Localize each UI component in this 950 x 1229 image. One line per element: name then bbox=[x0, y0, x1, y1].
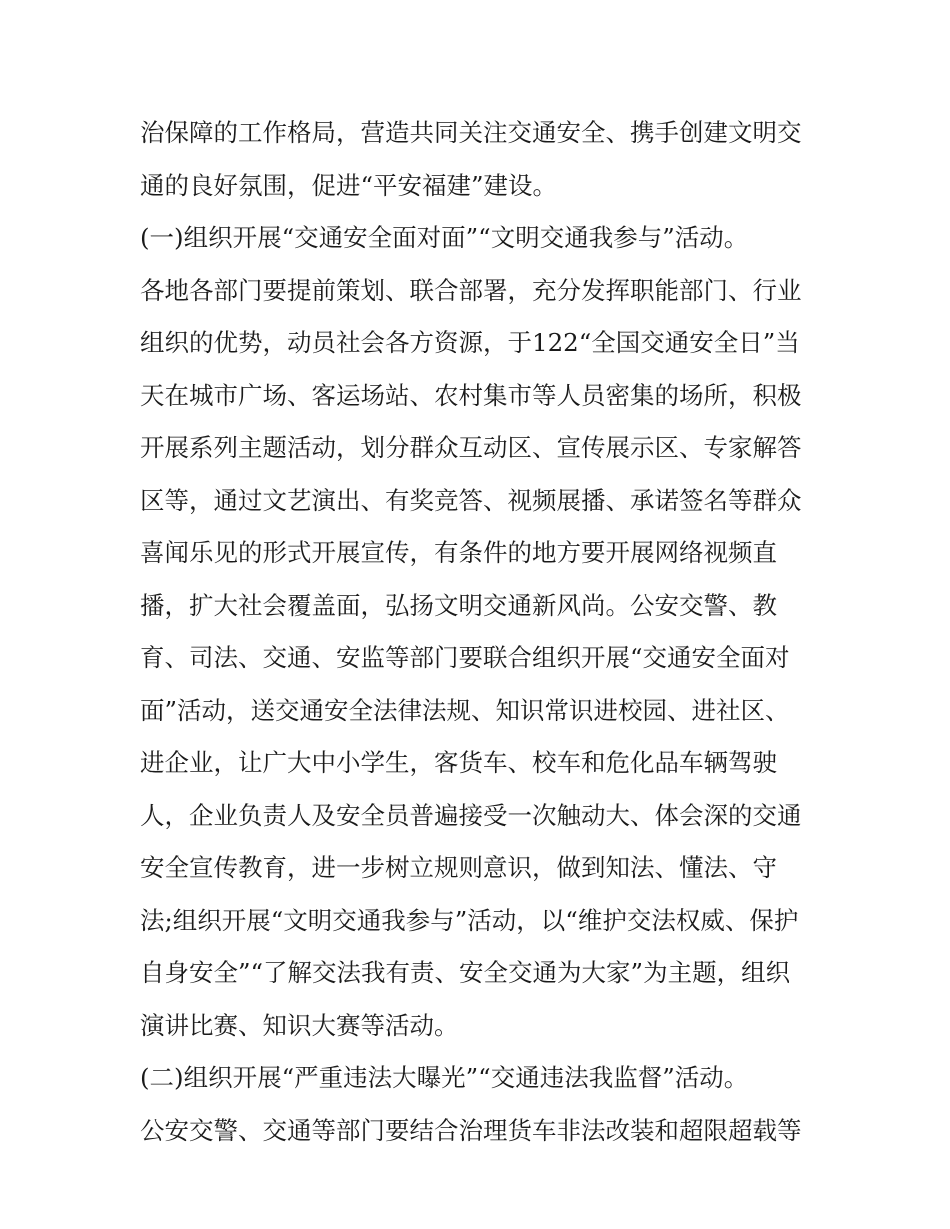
text-line: 开展系列主题活动，划分群众互动区、宣传展示区、专家解答 bbox=[140, 433, 802, 462]
text-line: 演讲比赛、知识大赛等活动。 bbox=[140, 1010, 459, 1040]
section-heading: (二)组织开展“严重违法大曝光”“交通违法我监督”活动。 bbox=[140, 1063, 749, 1092]
text-line: 组织的优势，动员社会各方资源，于122“全国交通安全日”当 bbox=[140, 328, 800, 357]
text-line: 育、司法、交通、安监等部门要联合组织开展“交通安全面对 bbox=[140, 643, 790, 672]
text-line: 天在城市广场、客运场站、农村集市等人员密集的场所，积极 bbox=[140, 380, 802, 410]
text-line: 治保障的工作格局，营造共同关注交通安全、携手创建文明交 bbox=[140, 118, 802, 147]
text-line: 通的良好氛围，促进“平安福建”建设。 bbox=[140, 170, 558, 200]
text-line: 安全宣传教育，进一步树立规则意识，做到知法、懂法、守 bbox=[140, 853, 777, 882]
text-line: 法;组织开展“文明交通我参与”活动，以“维护交法权威、保护 bbox=[140, 905, 799, 935]
text-line: 区等，通过文艺演出、有奖竞答、视频展播、承诺签名等群众 bbox=[140, 485, 802, 515]
text-line: 人，企业负责人及安全员普遍接受一次触动大、体会深的交通 bbox=[140, 800, 802, 830]
text-line: 自身安全”“了解交法我有责、安全交通为大家”为主题，组织 bbox=[140, 958, 791, 987]
text-line: 面”活动，送交通安全法律法规、知识常识进校园、进社区、 bbox=[140, 695, 790, 725]
text-line: 各地各部门要提前策划、联合部署，充分发挥职能部门、行业 bbox=[140, 275, 802, 305]
document-body bbox=[140, 107, 820, 1157]
text-line: 公安交警、交通等部门要结合治理货车非法改装和超限超载等 bbox=[140, 1115, 802, 1145]
text-line: 进企业，让广大中小学生，客货车、校车和危化品车辆驾驶 bbox=[140, 748, 777, 777]
section-heading: (一)组织开展“交通安全面对面”“文明交通我参与”活动。 bbox=[140, 223, 749, 252]
text-line: 喜闻乐见的形式开展宣传，有条件的地方要开展网络视频直 bbox=[140, 538, 777, 567]
text-line: 播，扩大社会覆盖面，弘扬文明交通新风尚。公安交警、教 bbox=[140, 590, 777, 620]
